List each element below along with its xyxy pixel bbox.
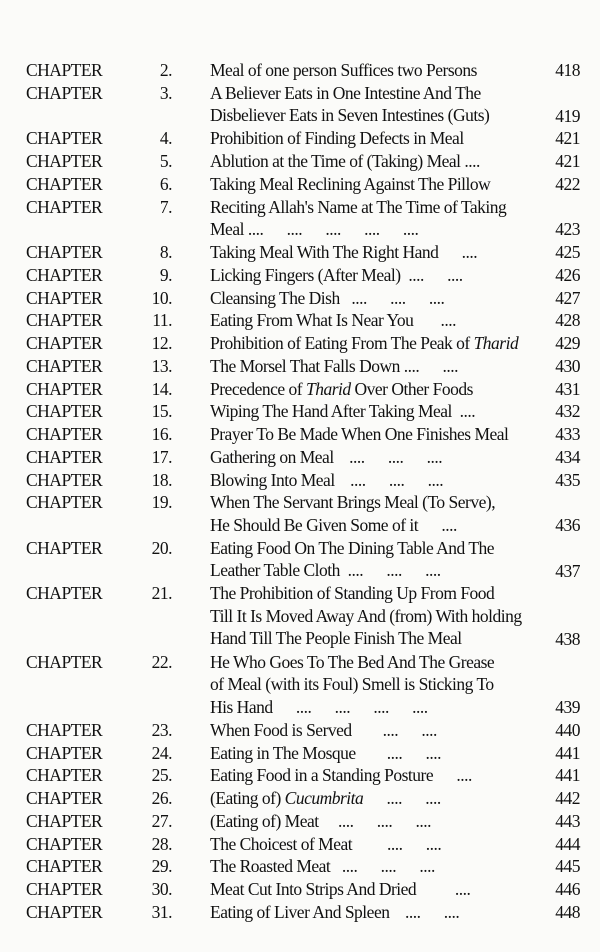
page-number: 421 <box>555 128 580 149</box>
chapter-label: CHAPTER <box>26 242 103 262</box>
chapter-number: 24. <box>151 742 172 763</box>
chapter-number: 12. <box>151 333 172 353</box>
chapter-title: Prohibition of Eating From The Peak of Tharid <box>210 333 519 353</box>
chapter-title: Eating From What Is Near You .... <box>210 310 457 331</box>
chapter-title: Taking Meal With The Right Hand .... <box>210 242 478 262</box>
page-number: 418 <box>555 60 580 80</box>
chapter-label: CHAPTER <box>26 537 103 558</box>
chapter-number: 18. <box>151 469 172 490</box>
chapter-title: Eating Food On The Dining Table And The Leather Table Cloth .... .... .... <box>210 537 495 581</box>
chapter-label: CHAPTER <box>26 196 103 217</box>
chapter-label: CHAPTER <box>26 583 103 604</box>
page-number: 431 <box>555 378 580 399</box>
chapter-title: Eating of Liver And Spleen .... .... <box>210 901 460 922</box>
chapter-title: (Eating of) Cucumbrita .... .... <box>210 788 441 808</box>
chapter-number: 22. <box>151 651 172 672</box>
chapter-label: CHAPTER <box>26 901 103 922</box>
chapter-number: 30. <box>151 879 172 899</box>
chapter-label: CHAPTER <box>26 173 103 194</box>
chapter-number: 31. <box>151 901 172 922</box>
chapter-number: 15. <box>151 401 172 422</box>
chapter-label: CHAPTER <box>26 788 103 808</box>
chapter-label: CHAPTER <box>26 719 103 740</box>
page-number: 446 <box>555 879 580 899</box>
chapter-number: 19. <box>151 492 172 513</box>
page-number: 427 <box>555 287 580 308</box>
page-number: 444 <box>555 833 580 854</box>
chapter-label: CHAPTER <box>26 60 103 80</box>
chapter-number: 13. <box>151 355 172 376</box>
page-number: 434 <box>555 446 580 467</box>
page-number: 442 <box>555 788 580 808</box>
chapter-number: 8. <box>159 242 172 262</box>
chapter-title: Ablution at the Time of (Taking) Meal .... <box>210 151 480 171</box>
chapter-label: CHAPTER <box>26 310 103 331</box>
chapter-title: Prayer To Be Made When One Finishes Meal <box>210 424 509 444</box>
page-number: 437 <box>555 560 580 581</box>
chapter-label: CHAPTER <box>26 810 103 831</box>
chapter-label: CHAPTER <box>26 742 103 763</box>
page-number: 422 <box>555 173 580 194</box>
chapter-title: The Morsel That Falls Down .... .... <box>210 355 458 376</box>
chapter-number: 3. <box>159 82 172 103</box>
chapter-number: 23. <box>151 719 172 740</box>
page-number: 445 <box>555 856 580 877</box>
chapter-label: CHAPTER <box>26 856 103 877</box>
chapter-label: CHAPTER <box>26 128 103 149</box>
chapter-label: CHAPTER <box>26 264 103 285</box>
chapter-number: 10. <box>151 287 172 308</box>
page-number: 441 <box>555 765 580 786</box>
chapter-number: 26. <box>151 788 172 808</box>
page-number: 428 <box>555 310 580 331</box>
chapter-label: CHAPTER <box>26 287 103 308</box>
chapter-title: (Eating of) Meat .... .... .... <box>210 810 431 831</box>
chapter-number: 7. <box>159 196 172 217</box>
chapter-label: CHAPTER <box>26 765 103 786</box>
page-number: 435 <box>555 469 580 490</box>
chapter-title: Taking Meal Reclining Against The Pillow <box>210 173 491 194</box>
chapter-label: CHAPTER <box>26 833 103 854</box>
chapter-label: CHAPTER <box>26 82 103 103</box>
chapter-label: CHAPTER <box>26 378 103 399</box>
page-number: 440 <box>555 719 580 740</box>
chapter-number: 17. <box>151 446 172 467</box>
chapter-number: 16. <box>151 424 172 444</box>
chapter-label: CHAPTER <box>26 492 103 513</box>
chapter-title: A Believer Eats in One Intestine And The Disbeliever Eats in Seven Intestines (Guts) <box>210 82 490 126</box>
chapter-title: Licking Fingers (After Meal) .... .... <box>210 264 463 285</box>
chapter-title: Prohibition of Finding Defects in Meal <box>210 128 464 149</box>
chapter-title: Reciting Allah's Name at The Time of Taking Meal .... .... .... .... .... <box>210 196 507 239</box>
chapter-label: CHAPTER <box>26 879 103 899</box>
chapter-title: Blowing Into Meal .... .... .... <box>210 469 444 490</box>
page-number: 419 <box>555 105 580 126</box>
chapter-number: 4. <box>159 128 172 149</box>
page-number: 425 <box>555 242 580 262</box>
chapter-number: 29. <box>151 856 172 877</box>
chapter-label: CHAPTER <box>26 469 103 490</box>
chapter-label: CHAPTER <box>26 651 103 672</box>
chapter-number: 25. <box>151 765 172 786</box>
chapter-number: 6. <box>159 173 172 194</box>
chapter-label: CHAPTER <box>26 401 103 422</box>
chapter-title: He Who Goes To The Bed And The Grease of Meal (with its Foul) Smell is Sticking To His Hand .... .... .... .... <box>210 651 495 717</box>
chapter-label: CHAPTER <box>26 151 103 171</box>
page-number: 432 <box>555 401 580 422</box>
chapter-title: The Choicest of Meat .... .... <box>210 833 442 854</box>
chapter-label: CHAPTER <box>26 333 103 353</box>
page-number: 426 <box>555 264 580 285</box>
chapter-number: 21. <box>151 583 172 604</box>
chapter-title: Eating Food in a Standing Posture .... <box>210 765 472 786</box>
page-number: 421 <box>555 151 580 171</box>
chapter-number: 5. <box>159 151 172 171</box>
page-number: 441 <box>555 742 580 763</box>
chapter-number: 28. <box>151 833 172 854</box>
chapter-number: 2. <box>159 60 172 80</box>
chapter-title: The Prohibition of Standing Up From Food Till It Is Moved Away And (from) With holding Hand Till The People Finish The Meal <box>210 583 522 649</box>
page-number: 439 <box>555 697 580 717</box>
page-number: 433 <box>555 424 580 444</box>
chapter-number: 9. <box>159 264 172 285</box>
chapter-label: CHAPTER <box>26 355 103 376</box>
chapter-title: Gathering on Meal .... .... .... <box>210 446 443 467</box>
chapter-title: Cleansing The Dish .... .... .... <box>210 287 445 308</box>
page-number: 430 <box>555 355 580 376</box>
chapter-title: Wiping The Hand After Taking Meal .... <box>210 401 476 422</box>
chapter-label: CHAPTER <box>26 446 103 467</box>
page-number: 448 <box>555 901 580 922</box>
page-number: 436 <box>555 515 580 535</box>
chapter-title: Meal of one person Suffices two Persons <box>210 60 477 80</box>
chapter-number: 20. <box>151 537 172 558</box>
chapter-title: The Roasted Meat .... .... .... <box>210 856 435 877</box>
chapter-number: 14. <box>151 378 172 399</box>
page-number: 423 <box>555 219 580 240</box>
chapter-title: When The Servant Brings Meal (To Serve), He Should Be Given Some of it .... <box>210 492 496 535</box>
chapter-number: 11. <box>152 310 172 331</box>
page-number: 429 <box>555 333 580 353</box>
chapter-title: Precedence of Tharid Over Other Foods <box>210 378 473 399</box>
chapter-label: CHAPTER <box>26 424 103 444</box>
chapter-title: Meat Cut Into Strips And Dried .... <box>210 879 471 899</box>
chapter-title: Eating in The Mosque .... .... <box>210 742 441 763</box>
page-number: 443 <box>555 810 580 831</box>
chapter-number: 27. <box>151 810 172 831</box>
chapter-title: When Food is Served .... .... <box>210 719 437 740</box>
page-number: 438 <box>555 628 580 649</box>
